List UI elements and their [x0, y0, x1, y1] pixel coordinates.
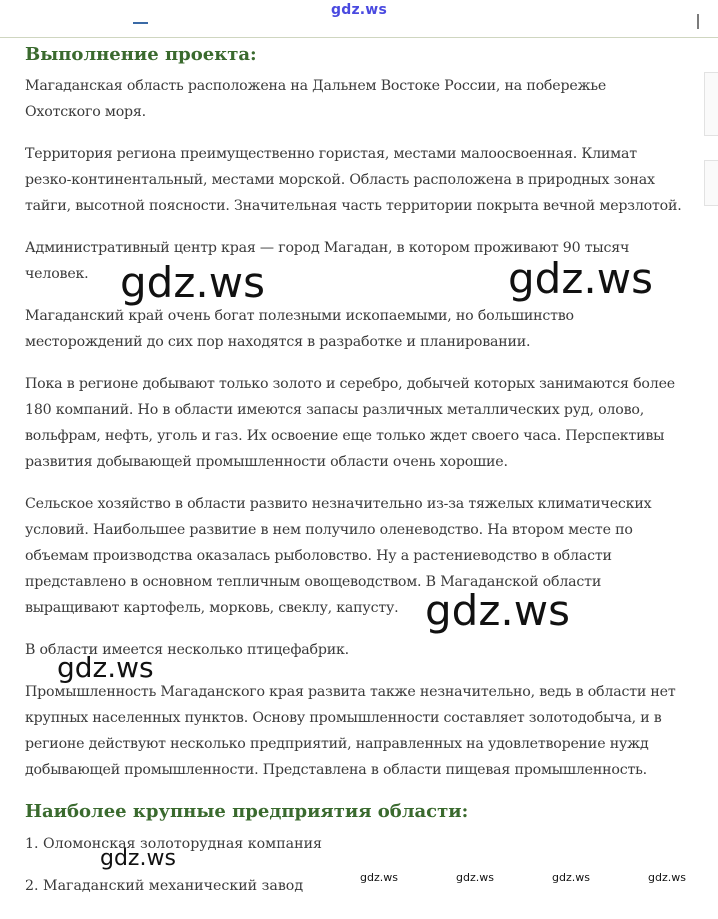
watermark: gdz.ws [120, 258, 265, 307]
watermark: gdz.ws [425, 586, 570, 635]
watermark: gdz.ws [100, 846, 176, 871]
list-item: 2. Магаданский механический завод [25, 878, 304, 894]
divider [697, 14, 699, 29]
side-tab-lower[interactable] [704, 160, 718, 206]
paragraph: В области имеется несколько птицефабрик. [25, 642, 349, 658]
section-title-project: Выполнение проекта: [25, 44, 257, 65]
top-bar [0, 0, 718, 38]
paragraph: Сельское хозяйство в области развито незначительно из-за тяжелых климатических условий. Наибольшее развитие в нем получило оленеводство. На втором месте по объемам производства оказалась рыболовство. Ну а растениеводство в области представлено в основном тепличным овощеводством. В Магаданской области выращивают картофель, морковь, свеклу, капусту. [25, 496, 652, 616]
paragraph: Магаданский край очень богат полезными ископаемыми, но большинство месторождений до сих пор находятся в разработке и планировании. [25, 308, 574, 350]
list-item: 1. Оломонская золоторудная компания [25, 836, 322, 852]
article-content [25, 40, 685, 915]
paragraph: Пока в регионе добывают только золото и серебро, добычей которых занимаются более 180 компаний. Но в области имеются запасы различных металлических руд, олово, вольфрам, нефть, уголь и газ. Их освоение еще только ждет своего часа. Перспективы развития добывающей промышленности области очень хорошие. [25, 376, 675, 470]
watermark: gdz.ws [456, 871, 494, 884]
paragraph: Магаданская область расположена на Дальнем Востоке России, на побережье Охотского моря. [25, 78, 607, 120]
menu-indicator[interactable] [133, 22, 148, 24]
paragraph: Территория региона преимущественно гористая, местами малоосвоенная. Климат резко-континентальный, местами морской. Область расположена в природных зонах тайги, высотной поясности. Значительная часть территории покрыта вечной мерзлотой. [25, 146, 682, 214]
watermark: gdz.ws [360, 871, 398, 884]
site-logo[interactable]: gdz.ws [331, 2, 387, 18]
watermark: gdz.ws [648, 871, 686, 884]
watermark: gdz.ws [508, 254, 653, 303]
paragraph: Промышленность Магаданского края развита также незначительно, ведь в области нет крупных населенных пунктов. Основу промышленности составляет золотодобыча, и в регионе действуют несколько предприятий, направленных на удовлетворение нужд добывающей промышленности. Представлена в области пищевая промышленность. [25, 684, 676, 778]
paragraph: Административный центр края — город Магадан, в котором проживают 90 тысяч человек. [25, 240, 630, 282]
watermark: gdz.ws [552, 871, 590, 884]
side-tab-upper[interactable] [704, 72, 718, 136]
section-title-enterprises: Наиболее крупные предприятия области: [25, 801, 469, 822]
watermark: gdz.ws [57, 651, 154, 684]
